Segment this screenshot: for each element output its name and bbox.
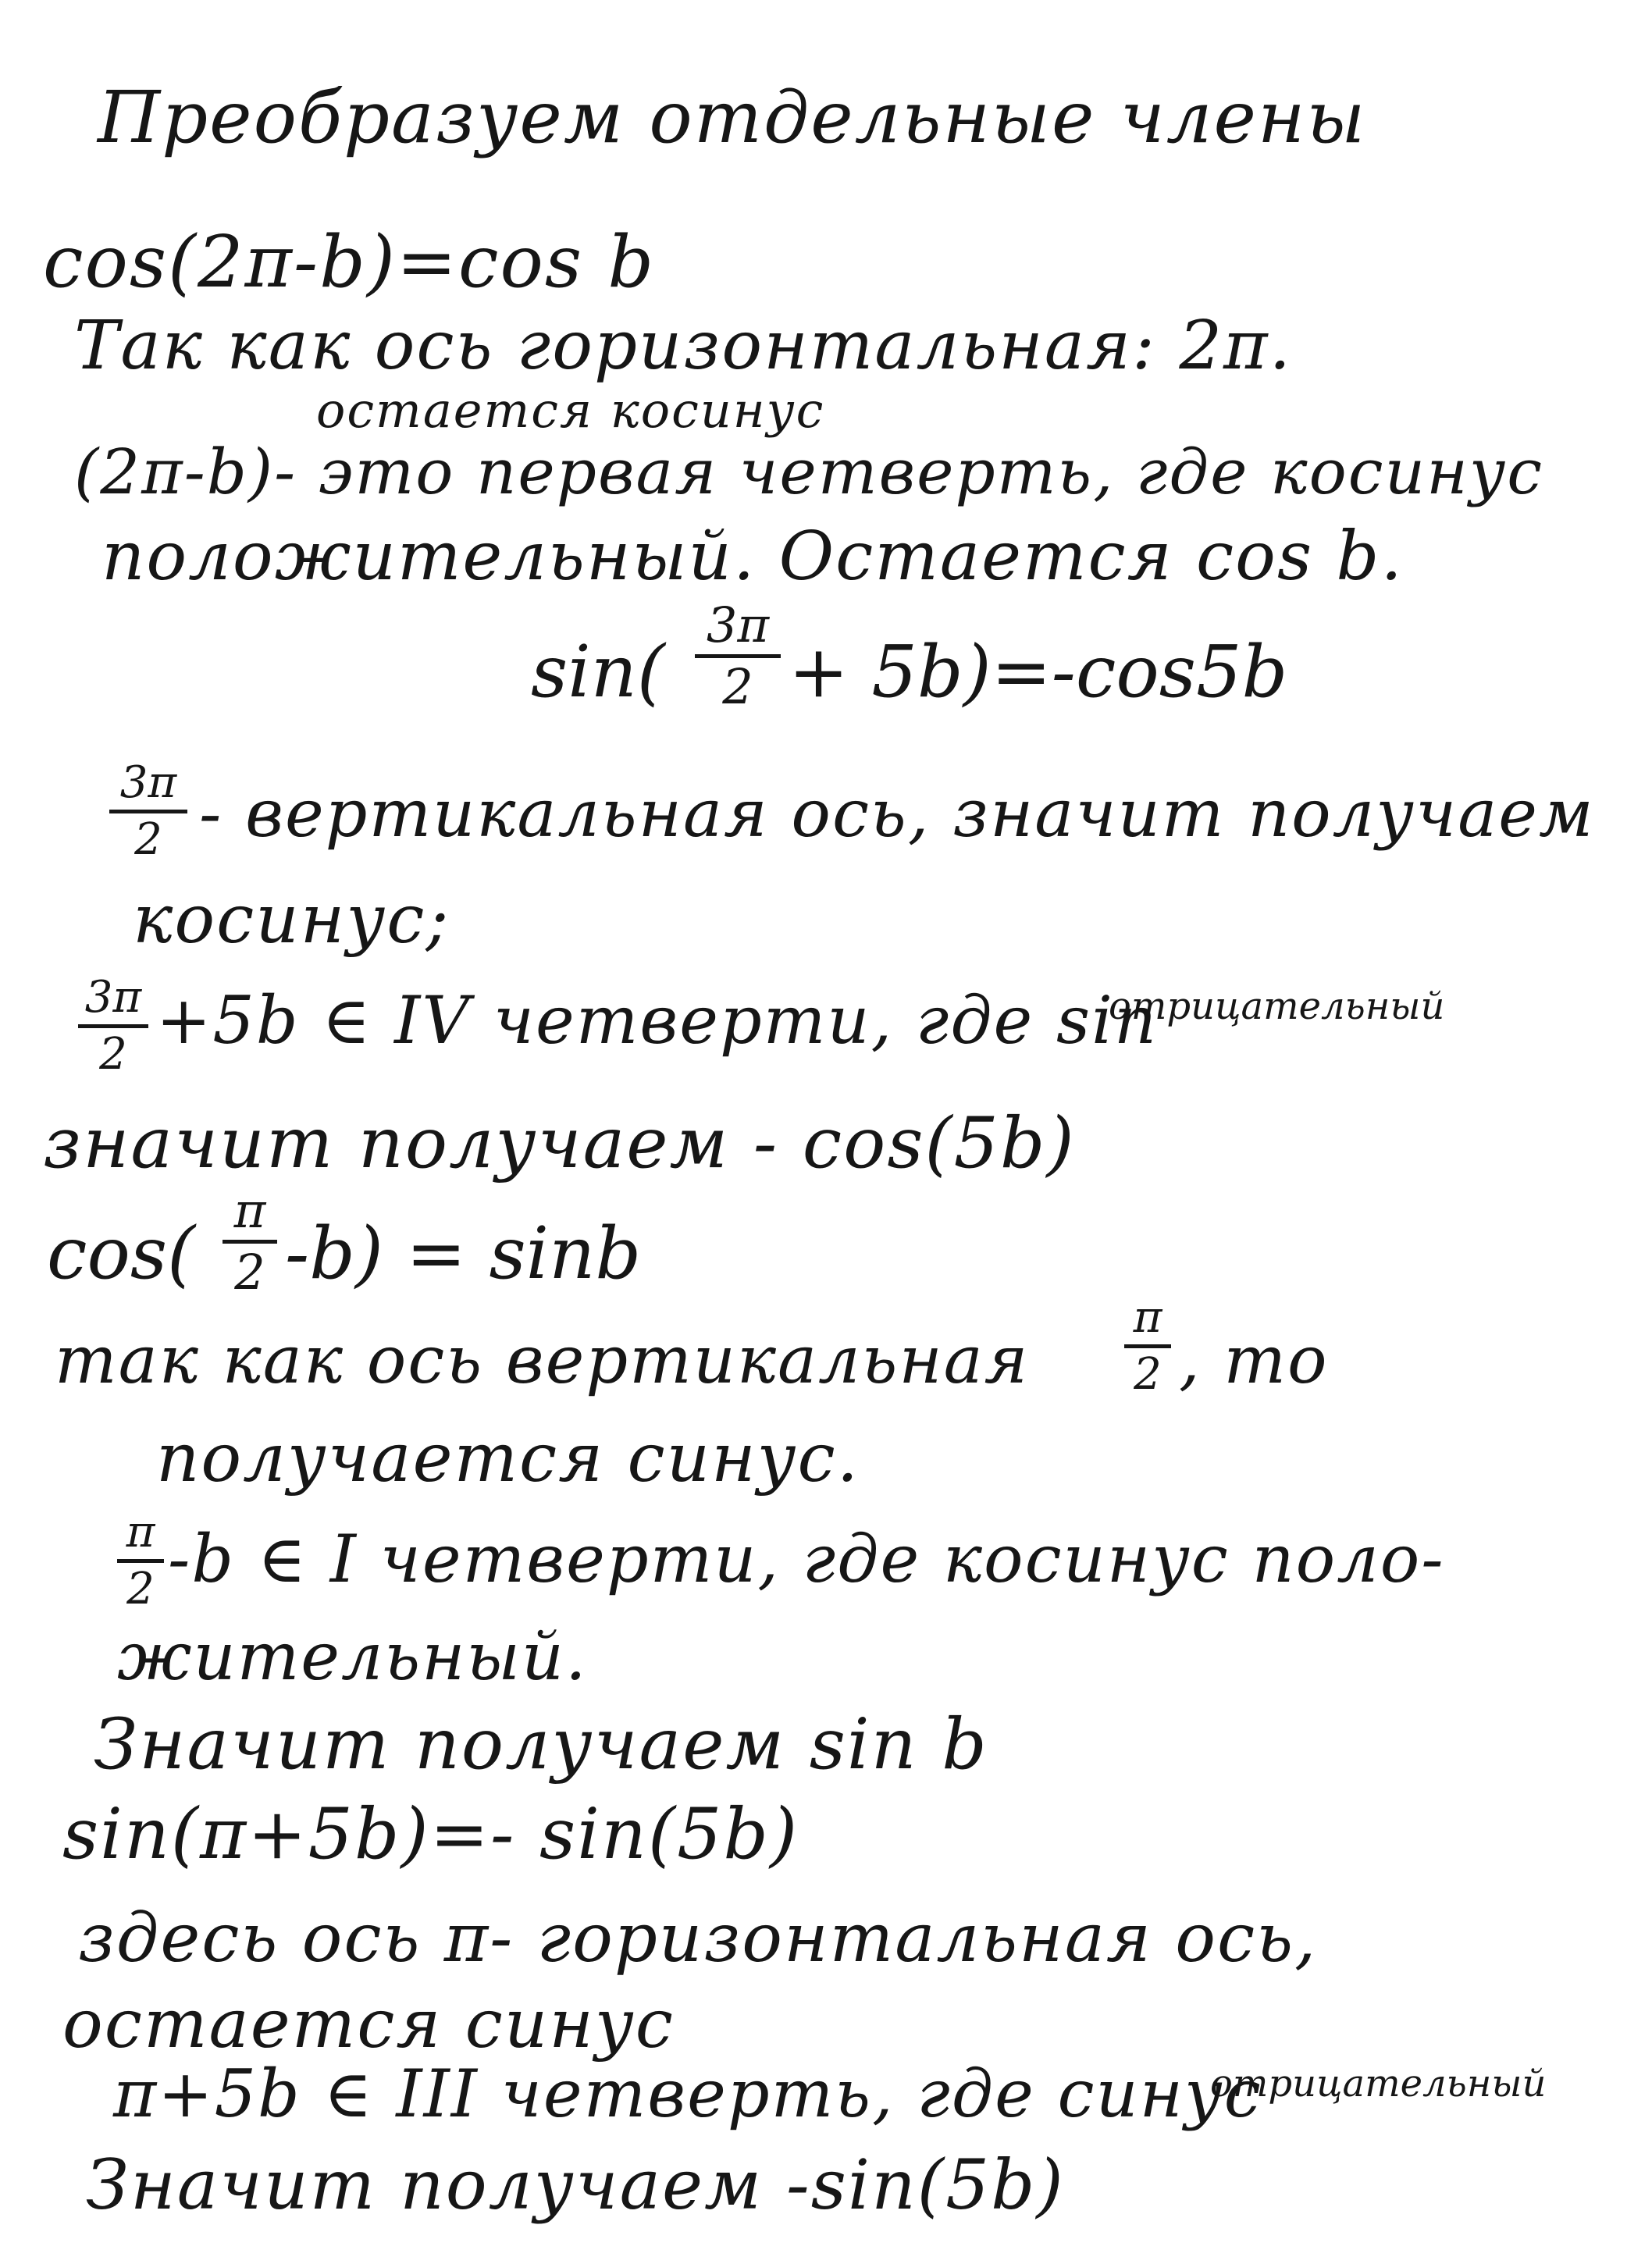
fraction-3pi-over-2: 3π 2 [695,601,781,711]
equation-cos-pi2-suffix: -b) = sinb [285,1212,642,1295]
equation-cos-pi2-prefix: cos( [47,1212,196,1295]
text-line: π+5b ∈ III четверть, где синус [113,2056,1262,2132]
text-line: Значит получаем sin b [94,1703,988,1785]
fraction-pi-over-2: π 2 [1124,1296,1171,1397]
equation-sin-3pi2-suffix: + 5b)=-cos5b [789,630,1288,714]
text-line: , то [1179,1322,1329,1398]
text-line: положительный. Остается cos b. [101,518,1404,596]
note-negative: отрицательный [1210,2062,1547,2106]
note-negative: отрицательный [1109,984,1445,1028]
text-line: здесь ось π- горизонтальная ось, [78,1899,1318,1977]
text-line: получается синус. [156,1419,860,1497]
text-line: (2π-b)- это первая четверть, где косинус [74,436,1544,508]
equation-cos-2pi: cos(2π-b)=cos b [43,220,656,304]
text-line: значит получаем - cos(5b) [43,1102,1076,1184]
text-line: -b ∈ I четверти, где косинус поло- [168,1521,1445,1597]
heading-line: Преобразуем отдельные члены [98,76,1367,159]
fraction-3pi-over-2: 3π 2 [109,761,187,862]
equation-sin-3pi2-prefix: sin( [531,630,665,714]
text-line: косинус; [133,881,450,959]
text-line: +5b ∈ IV четверти, где sin [156,982,1159,1059]
fraction-3pi-over-2: 3π 2 [78,976,148,1077]
equation-sin-pi: sin(π+5b)=- sin(5b) [62,1793,799,1875]
note-line: остается косинус [316,382,825,439]
text-line: так как ось вертикальная [55,1322,1030,1398]
fraction-pi-over-2: π 2 [223,1187,277,1297]
text-line: жительный. [117,1618,588,1695]
fraction-pi-over-2: π 2 [117,1511,164,1611]
text-line: остается синус [62,1985,675,2063]
text-line: Значит получаем -sin(5b) [86,2145,1065,2225]
text-line: - вертикальная ось, значит получаем [199,775,1595,852]
text-line: Так как ось горизонтальная: 2π. [74,307,1292,385]
